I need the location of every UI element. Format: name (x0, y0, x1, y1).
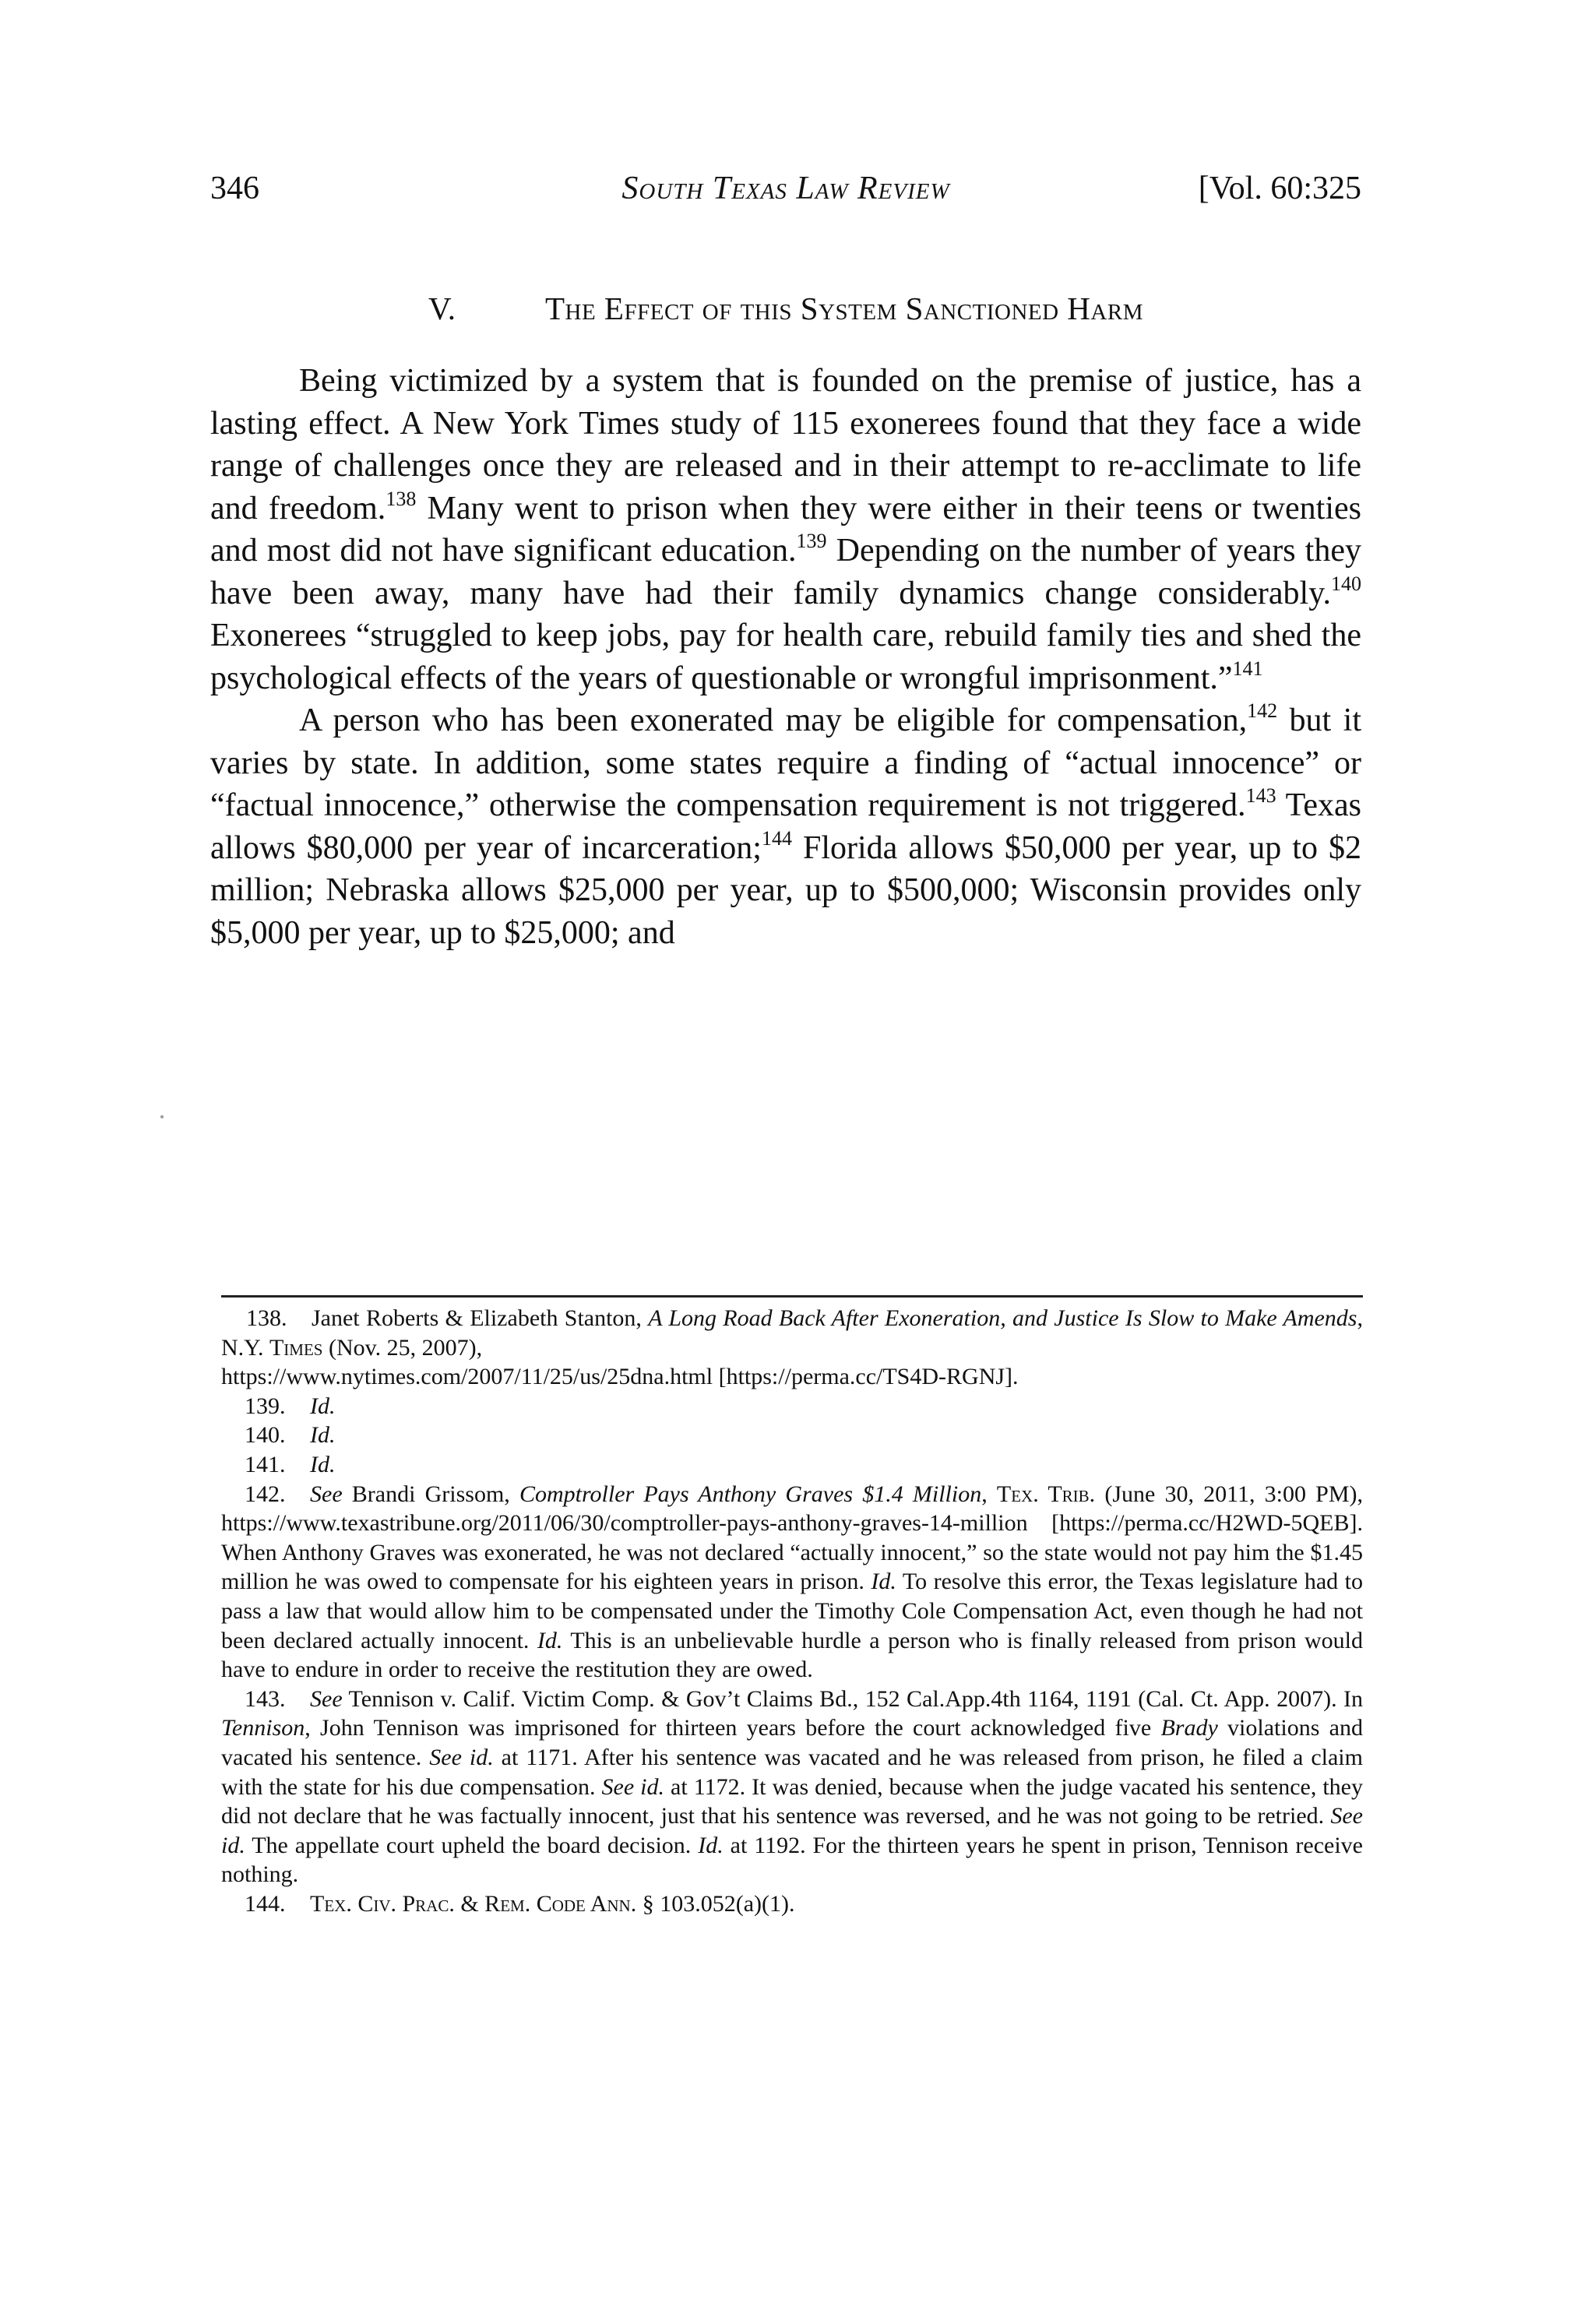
footnote-text: Id. (310, 1451, 336, 1477)
section-heading (210, 290, 1361, 327)
footnote-number: 141. (245, 1451, 286, 1477)
footnote-138 (221, 1304, 1363, 1392)
sentence: Depending on the number of years they have been away, many have had their family dynamics change considerably. (210, 533, 1361, 611)
volume-citation: [Vol. 60:325 (1198, 171, 1361, 206)
article-title: A Long Road Back After Exoneration, and Justice Is Slow to Make Amends (648, 1305, 1357, 1331)
article-title: Comptroller Pays Anthony Graves $1.4 Million (519, 1481, 982, 1507)
footnote-text: To resolve this error, the Texas legislature had to pass a law that would allow him to be compensated under the Timothy Cole Compensation Act, even though he had not been declared actually innocent. (221, 1569, 1363, 1653)
footnote-ref-144[interactable]: 144 (761, 826, 792, 850)
signal: Id. (537, 1627, 563, 1653)
footnote-text: Brandi Grissom, (342, 1481, 519, 1507)
footnote-text: violations and vacated his sentence. (221, 1715, 1363, 1770)
code-citation: Tex. Civ. Prac. & Rem. Code Ann. (310, 1890, 637, 1917)
footnote-ref-138[interactable]: 138 (386, 487, 417, 510)
footnote-ref-141[interactable]: 141 (1232, 657, 1263, 680)
sentence: Florida allows $50,000 per year, up to $2 million; Nebraska allows $25,000 per year, up to $500,000; Wisconsin provides only $5,000 per year, up to $25,000; and (210, 829, 1361, 951)
signal: Id. (871, 1569, 896, 1595)
signal: See (310, 1481, 343, 1507)
signal: See (310, 1685, 343, 1712)
footnote-ref-140[interactable]: 140 (1331, 572, 1361, 595)
footnote-142 (221, 1480, 1363, 1685)
signal: Id. (698, 1832, 724, 1858)
footnote-text: Id. (310, 1422, 336, 1449)
footnote-text: , (981, 1481, 997, 1507)
signal: See id. (221, 1803, 1363, 1858)
running-header (210, 170, 1361, 217)
footnotes (221, 1304, 1363, 1918)
case-name: Tennison (221, 1715, 305, 1741)
footnote-ref-139[interactable]: 139 (796, 530, 827, 552)
footnote-ref-143[interactable]: 143 (1245, 784, 1276, 807)
footnote-text: at 1171. After his sentence was vacated and he was released from prison, he filed a claim with the state for his due compensation. (221, 1744, 1363, 1800)
footnote-text: Id. (310, 1393, 336, 1419)
footnote-text: § 103.052(a)(1). (636, 1890, 795, 1917)
sentence: A person who has been exonerated may be eligible for compensation, (299, 702, 1248, 738)
scan-speck (160, 1115, 164, 1118)
sentence: Texas allows $80,000 per year of incarceration; (210, 787, 1361, 866)
footnote-text: at 1172. It was denied, because when the judge vacated his sentence, they did not declare that he was factually innocent, just that his sentence was reversed, and he was not going to be retried. (221, 1773, 1364, 1829)
footnote-text: (Nov. 25, 2007), (322, 1334, 483, 1361)
footnote-number: 142. (245, 1481, 286, 1507)
footnote-text: (June 30, 2011, 3:00 PM), https://www.texastribune.org/2011/06/30/comptroller-pays-anthony-graves-14-million [https://perma.cc/H2WD-5QEB]. When Anthony Graves was exonerated, he was not declared “actually innocent,” so the state would not pay him the $1.45 million he was owed to compensate for his eighteen years in prison. (221, 1481, 1364, 1595)
journal-title: South Texas Law Review (621, 171, 950, 206)
footnote-number: 139. (245, 1393, 286, 1419)
footnote-141 (221, 1450, 1363, 1480)
footnote-text: This is an unbelievable hurdle a person who is finally released from prison would have to endure in order to receive the restitution they are owed. (221, 1627, 1363, 1683)
publication: Times (269, 1334, 323, 1361)
footnote-139 (221, 1392, 1363, 1421)
case-name: Brady (1160, 1715, 1218, 1741)
footnote-text: at 1192. For the thirteen years he spent in prison, Tennison receive nothing. (221, 1832, 1363, 1888)
page-number: 346 (210, 171, 259, 206)
footnote-number: 138. (246, 1305, 287, 1331)
publication: Tex. Trib. (996, 1481, 1096, 1507)
footnote-text: Tennison v. Calif. Victim Comp. & Gov’t Claims Bd., 152 Cal.App.4th 1164, 1191 (Cal. Ct. App. 2007). In (342, 1685, 1363, 1712)
footnote-text: Janet Roberts & Elizabeth Stanton, (312, 1305, 649, 1331)
section-title: The Effect of this System Sanctioned Harm (544, 290, 1143, 326)
footnote-text: , N.Y. (221, 1305, 1363, 1361)
paragraph (210, 699, 1361, 954)
footnote-number: 143. (245, 1685, 286, 1712)
footnote-text: The appellate court upheld the board decision. (245, 1832, 699, 1858)
paragraph (210, 360, 1361, 699)
sentence: Being victimized by a system that is founded on the premise of justice, has a lasting effect. A New York Times study of 115 exonerees found that they face a wide range of challenges once they are released and in their attempt to re-acclimate to life and freedom. (210, 363, 1361, 526)
sentence: Exonerees “struggled to keep jobs, pay for health care, rebuild family ties and shed the psychological effects of the years of questionable or wrongful imprisonment.” (210, 618, 1361, 696)
footnote-number: 140. (245, 1422, 286, 1449)
signal: See id. (601, 1773, 665, 1800)
footnote-140 (221, 1421, 1363, 1450)
footnote-143 (221, 1685, 1363, 1889)
footnote-number: 144. (245, 1890, 286, 1917)
footnote-text: , John Tennison was imprisoned for thirteen years before the court acknowledged five (305, 1715, 1161, 1741)
footnote-144 (221, 1889, 1363, 1919)
footnote-divider (221, 1295, 1363, 1298)
signal: See id. (429, 1744, 494, 1770)
footnote-url[interactable]: https://www.nytimes.com/2007/11/25/us/25dna.html [https://perma.cc/TS4D-RGNJ]. (221, 1364, 1019, 1390)
footnote-ref-142[interactable]: 142 (1247, 699, 1278, 722)
sentence: Many went to prison when they were either in their teens or twenties and most did not have significant education. (210, 490, 1362, 569)
section-number: V. (428, 290, 456, 326)
body-text (210, 360, 1361, 954)
sentence: but it varies by state. In addition, some states require a finding of “actual innocence” or “factual innocence,” otherwise the compensation requirement is not triggered. (210, 702, 1362, 823)
